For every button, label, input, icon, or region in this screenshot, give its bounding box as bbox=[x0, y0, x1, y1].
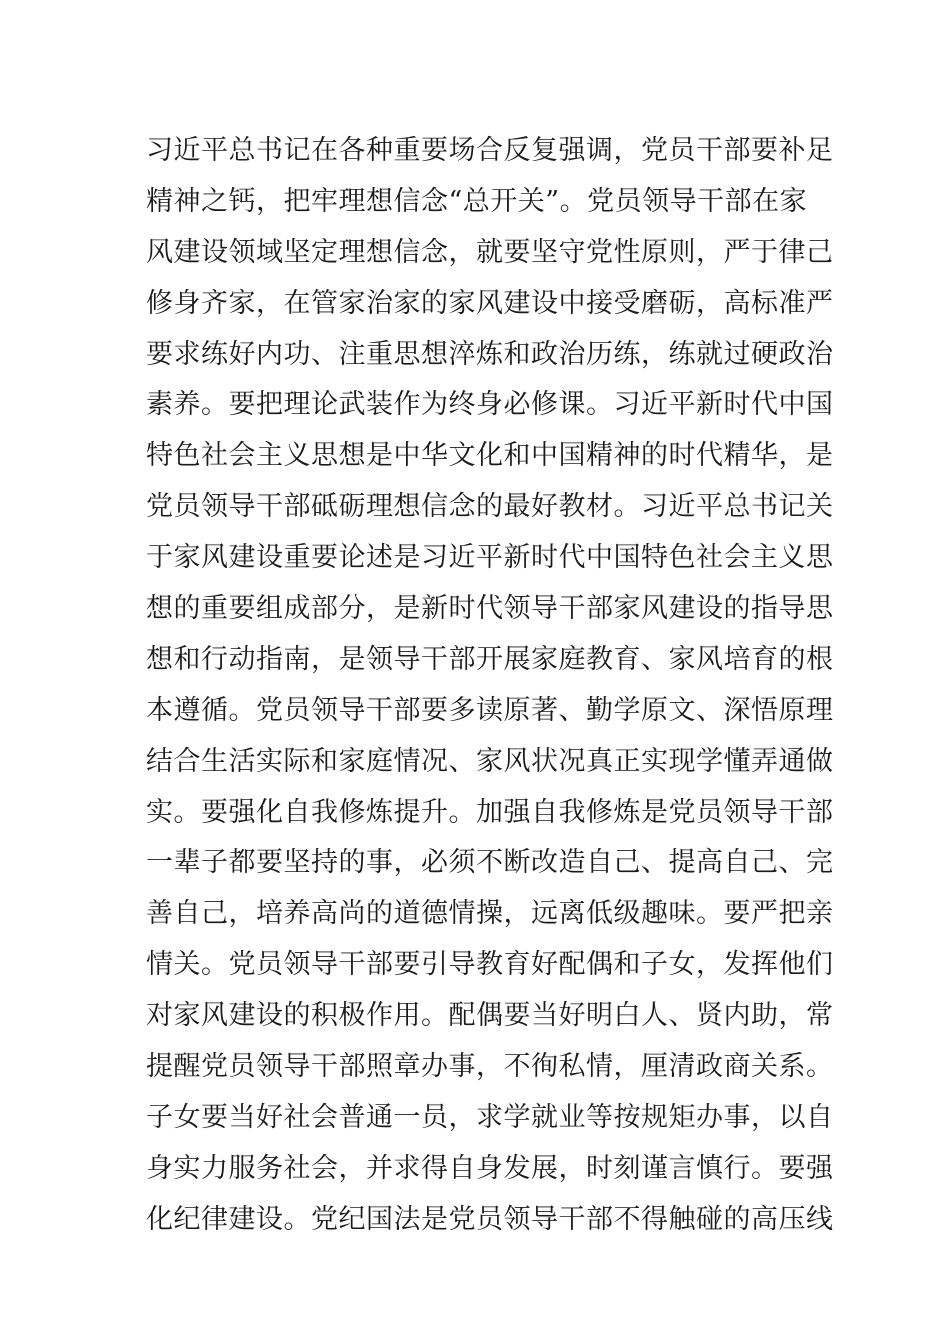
text-line: 身实力服务社会，并求得自身发展，时刻谨言慎行。要强 bbox=[146, 1152, 834, 1184]
text-line: 素养。要把理论武装作为终身必修课。习近平新时代中国 bbox=[146, 389, 834, 421]
text-line: 善自己，培养高尚的道德情操，远离低级趣味。要严把亲 bbox=[146, 898, 834, 930]
text-line: 于家风建设重要论述是习近平新时代中国特色社会主义思 bbox=[146, 542, 834, 574]
text-line: 要求练好内功、注重思想淬炼和政治历练，练就过硬政治 bbox=[146, 338, 834, 370]
text-line: 党员领导干部砥砺理想信念的最好教材。习近平总书记关 bbox=[146, 491, 834, 523]
text-line: 一辈子都要坚持的事，必须不断改造自己、提高自己、完 bbox=[146, 847, 834, 879]
text-line: 想的重要组成部分，是新时代领导干部家风建设的指导思 bbox=[146, 593, 834, 625]
text-line: 风建设领域坚定理想信念，就要坚守党性原则，严于律己 bbox=[146, 236, 834, 268]
text-line: 精神之钙，把牢理想信念“总开关”。党员领导干部在家 bbox=[146, 185, 808, 217]
text-line: 本遵循。党员领导干部要多读原著、勤学原文、深悟原理 bbox=[146, 694, 834, 726]
text-line: 对家风建设的积极作用。配偶要当好明白人、贤内助，常 bbox=[146, 1000, 834, 1032]
text-line: 修身齐家，在管家治家的家风建设中接受磨砺，高标准严 bbox=[146, 287, 834, 319]
text-line: 特色社会主义思想是中华文化和中国精神的时代精华，是 bbox=[146, 440, 834, 472]
text-line: 提醒党员领导干部照章办事，不徇私情，厘清政商关系。 bbox=[146, 1051, 834, 1083]
text-line: 子女要当好社会普通一员，求学就业等按规矩办事，以自 bbox=[146, 1101, 834, 1133]
body-paragraph bbox=[146, 126, 834, 1246]
text-line: 结合生活实际和家庭情况、家风状况真正实现学懂弄通做 bbox=[146, 745, 834, 777]
text-line: 想和行动指南，是领导干部开展家庭教育、家风培育的根 bbox=[146, 643, 834, 675]
text-line: 习近平总书记在各种重要场合反复强调，党员干部要补足 bbox=[146, 135, 834, 166]
text-line: 情关。党员领导干部要引导教育好配偶和子女，发挥他们 bbox=[146, 949, 834, 981]
text-line: 实。要强化自我修炼提升。加强自我修炼是党员领导干部 bbox=[146, 796, 834, 828]
text-line: 化纪律建设。党纪国法是党员领导干部不得触碰的高压线 bbox=[146, 1203, 834, 1235]
